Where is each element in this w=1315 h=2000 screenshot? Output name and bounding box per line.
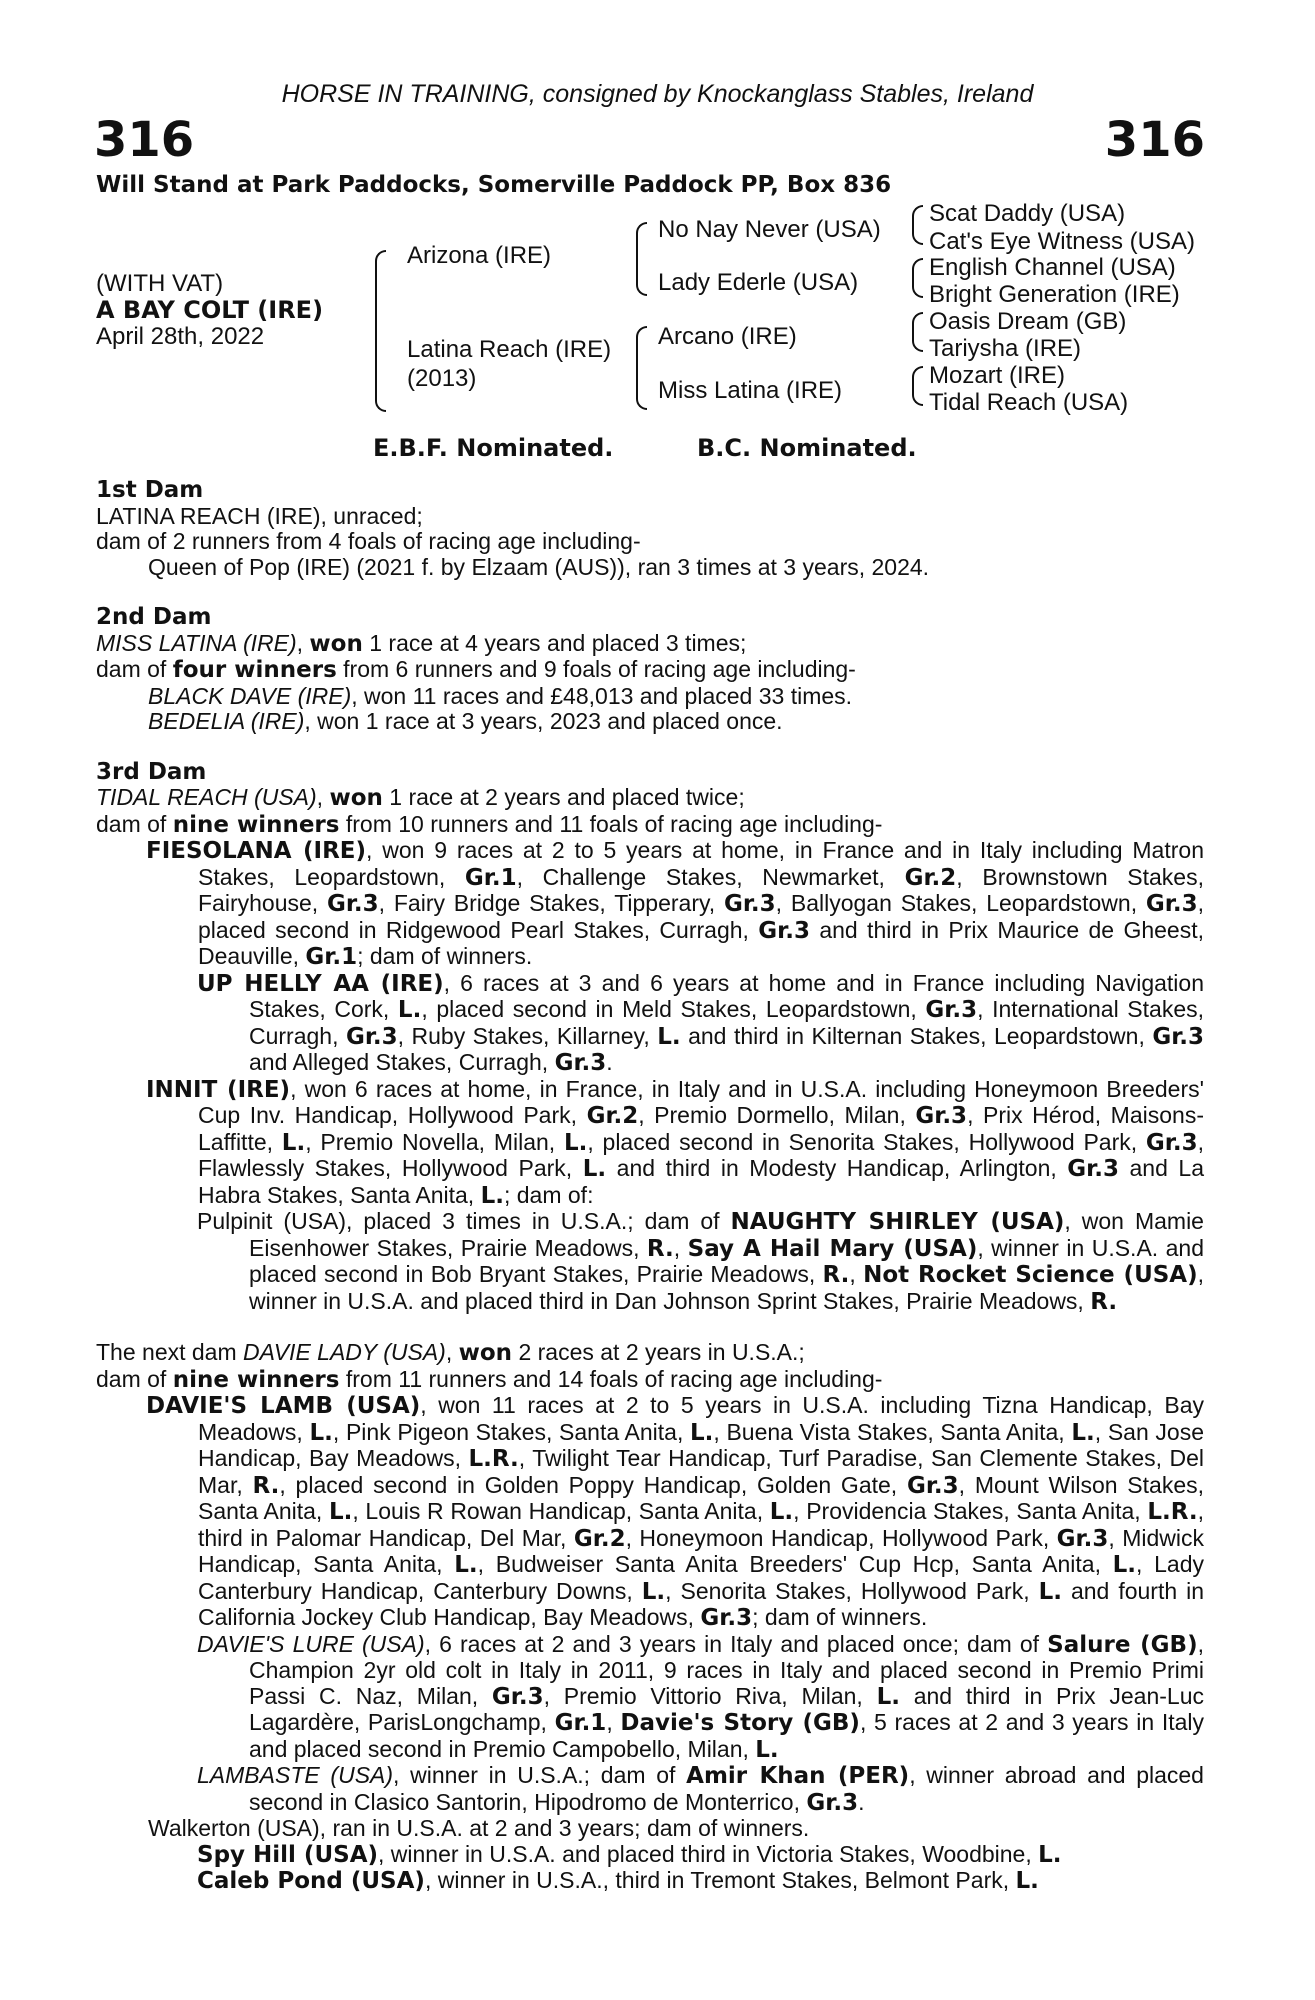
pedigree-brace-g4 bbox=[912, 366, 923, 406]
pedigree-sire: Arizona (IRE) bbox=[407, 242, 552, 269]
pedigree-sire-dam: Lady Ederle (USA) bbox=[658, 269, 859, 296]
first-dam-heading: 1st Dam bbox=[96, 477, 204, 503]
second-dam-produce-2: BEDELIA (IRE), won 1 race at 3 years, 2023 and placed once. bbox=[148, 708, 783, 734]
stand-location: Will Stand at Park Paddocks, Somerville Paddock PP, Box 836 bbox=[96, 172, 892, 198]
pedigree-g4: Bright Generation (IRE) bbox=[929, 281, 1180, 308]
second-dam-heading: 2nd Dam bbox=[96, 604, 212, 630]
horse-name: A BAY COLT (IRE) bbox=[96, 296, 324, 324]
pedigree-brace-dam bbox=[636, 326, 647, 410]
vat-label: (WITH VAT) bbox=[96, 270, 224, 297]
pedigree-sire-sire: No Nay Never (USA) bbox=[658, 216, 881, 243]
third-dam-heading: 3rd Dam bbox=[96, 758, 207, 785]
foaling-date: April 28th, 2022 bbox=[96, 323, 265, 350]
pedigree-g3: English Channel (USA) bbox=[929, 254, 1176, 281]
next-dam-record: The next dam DAVIE LADY (USA), won 2 races at 2 years in U.S.A.; bbox=[96, 1339, 805, 1366]
pedigree-dam-year: (2013) bbox=[407, 365, 477, 392]
pedigree-g7: Mozart (IRE) bbox=[929, 362, 1066, 389]
produce-davies-lamb: DAVIE'S LAMB (USA), won 11 races at 2 to 5 years in U.S.A. including Tizna Handicap, Bay Meadows, L., Pink Pigeon Stakes, Santa Anita, L., Buena Vista Stakes, Santa Anita, L., San Jose Handicap, Bay Meadows, L.R., Twilight Tear Handicap, Turf Paradise, San Clemente Stakes, Del Mar, R., placed second in Golden Poppy Handicap, Golden Gate, Gr.3, Mount Wilson Stakes, Santa Anita, L., Louis R Rowan Handicap, Santa Anita, L., Providencia Stakes, Santa Anita, L.R., third in Palomar Handicap, Del Mar, Gr.2, Honeymoon Handicap, Hollywood Park, Gr.3, Midwick Handicap, Santa Anita, L., Budweiser Santa Anita Breeders' Cup Hcp, Santa Anita, L., Lady Canterbury Handicap, Canterbury Downs, L., Senorita Stakes, Hollywood Park, L. and fourth in California Jockey Club Handicap, Bay Meadows, Gr.3; dam of winners. bbox=[146, 1392, 1205, 1631]
produce-innit: INNIT (IRE), won 6 races at home, in France, in Italy and in U.S.A. including Honeymoon Breeders' Cup Inv. Handicap, Hollywood Park, Gr.2, Premio Dormello, Milan, Gr.3, Prix Hérod, Maisons-Laffitte, L., Premio Novella, Milan, L., placed second in Senorita Stakes, Hollywood Park, Gr.3, Flawlessly Stakes, Hollywood Park, L. and third in Modesty Handicap, Arlington, Gr.3 and La Habra Stakes, Santa Anita, L.; dam of: bbox=[146, 1075, 1205, 1209]
second-dam-winners: dam of four winners from 6 runners and 9 foals of racing age including- bbox=[96, 656, 856, 683]
produce-pulpinit: Pulpinit (USA), placed 3 times in U.S.A.; dam of NAUGHTY SHIRLEY (USA), won Mamie Eisenhower Stakes, Prairie Meadows, R., Say A Hail Mary (USA), winner in U.S.A. and placed second in Bob Bryant Stakes, Prairie Meadows, R., Not Rocket Science (USA), winner in U.S.A. and placed third in Dan Johnson Sprint Stakes, Prairie Meadows, R. bbox=[197, 1208, 1205, 1315]
produce-walkerton: Walkerton (USA), ran in U.S.A. at 2 and 3 years; dam of winners. bbox=[148, 1815, 810, 1841]
third-dam-record: TIDAL REACH (USA), won 1 race at 2 years and placed twice; bbox=[96, 784, 745, 811]
pedigree-brace-sire bbox=[636, 222, 647, 296]
pedigree-brace-g2 bbox=[912, 258, 923, 298]
produce-lambaste: LAMBASTE (USA), winner in U.S.A.; dam of Amir Khan (PER), winner abroad and placed second in Clasico Santorin, Hipodromo de Monterrico, Gr.3. bbox=[197, 1762, 1204, 1816]
lot-number-right: 316 bbox=[1104, 112, 1205, 168]
first-dam-line2: dam of 2 runners from 4 foals of racing age including- bbox=[96, 528, 641, 554]
third-dam-winners: dam of nine winners from 10 runners and 11 foals of racing age including- bbox=[96, 810, 883, 838]
pedigree-brace-g1 bbox=[912, 205, 923, 245]
consignment-line: HORSE IN TRAINING, consigned by Knockanglass Stables, Ireland bbox=[281, 80, 1034, 108]
pedigree-g8: Tidal Reach (USA) bbox=[929, 389, 1129, 416]
pedigree-brace-g3 bbox=[912, 312, 923, 352]
pedigree-dam: Latina Reach (IRE) bbox=[407, 336, 612, 363]
catalogue-body bbox=[96, 478, 1204, 1895]
second-dam-record: MISS LATINA (IRE), won 1 race at 4 years and placed 3 times; bbox=[96, 629, 747, 657]
produce-caleb-pond: Caleb Pond (USA), winner in U.S.A., third in Tremont Stakes, Belmont Park, L. bbox=[197, 1867, 1039, 1894]
pedigree-dam-sire: Arcano (IRE) bbox=[658, 323, 797, 350]
produce-up-helly-aa: UP HELLY AA (IRE), 6 races at 3 and 6 years at home and in France including Navigation Stakes, Cork, L., placed second in Meld Stakes, Leopardstown, Gr.3, International Stakes, Curragh, Gr.3, Ruby Stakes, Killarney, L. and third in Kilternan Stakes, Leopardstown, Gr.3 and Alleged Stakes, Curragh, Gr.3. bbox=[197, 969, 1205, 1076]
pedigree-dam-dam: Miss Latina (IRE) bbox=[658, 377, 843, 404]
ebf-nominated: E.B.F. Nominated. bbox=[373, 434, 614, 462]
produce-spy-hill: Spy Hill (USA), winner in U.S.A. and placed third in Victoria Stakes, Woodbine, L. bbox=[197, 1840, 1062, 1868]
pedigree-g6: Tariysha (IRE) bbox=[929, 335, 1082, 362]
produce-davies-lure: DAVIE'S LURE (USA), 6 races at 2 and 3 years in Italy and placed once; dam of Salure (GB), Champion 2yr old colt in Italy in 2011, 9 races in Italy and placed second in Premio Primi Passi C. Naz, Milan, Gr.3, Premio Vittorio Riva, Milan, L. and third in Prix Jean-Luc Lagardère, ParisLongchamp, Gr.1, Davie's Story (GB), 5 races at 2 and 3 years in Italy and placed second in Premio Campobello, Milan, L. bbox=[197, 1630, 1205, 1763]
first-dam-line1: LATINA REACH (IRE), unraced; bbox=[96, 502, 423, 529]
first-dam-produce: Queen of Pop (IRE) (2021 f. by Elzaam (AUS)), ran 3 times at 3 years, 2024. bbox=[148, 553, 930, 580]
pedigree-g2: Cat's Eye Witness (USA) bbox=[929, 228, 1195, 255]
second-dam-produce-1: BLACK DAVE (IRE), won 11 races and £48,013 and placed 33 times. bbox=[148, 682, 853, 709]
produce-fiesolana: FIESOLANA (IRE), won 9 races at 2 to 5 years at home, in France and in Italy including Matron Stakes, Leopardstown, Gr.1, Challenge Stakes, Newmarket, Gr.2, Brownstown Stakes, Fairyhouse, Gr.3, Fairy Bridge Stakes, Tipperary, Gr.3, Ballyogan Stakes, Leopardstown, Gr.3, placed second in Ridgewood Pearl Stakes, Curragh, Gr.3 and third in Prix Maurice de Gheest, Deauville, Gr.1; dam of winners. bbox=[146, 837, 1204, 970]
pedigree-brace-main bbox=[375, 250, 386, 412]
lot-number-left: 316 bbox=[94, 112, 195, 168]
next-dam-winners: dam of nine winners from 11 runners and 14 foals of racing age including- bbox=[96, 1365, 883, 1393]
bc-nominated: B.C. Nominated. bbox=[697, 434, 917, 462]
pedigree-g1: Scat Daddy (USA) bbox=[929, 200, 1126, 227]
pedigree-g5: Oasis Dream (GB) bbox=[929, 308, 1127, 335]
